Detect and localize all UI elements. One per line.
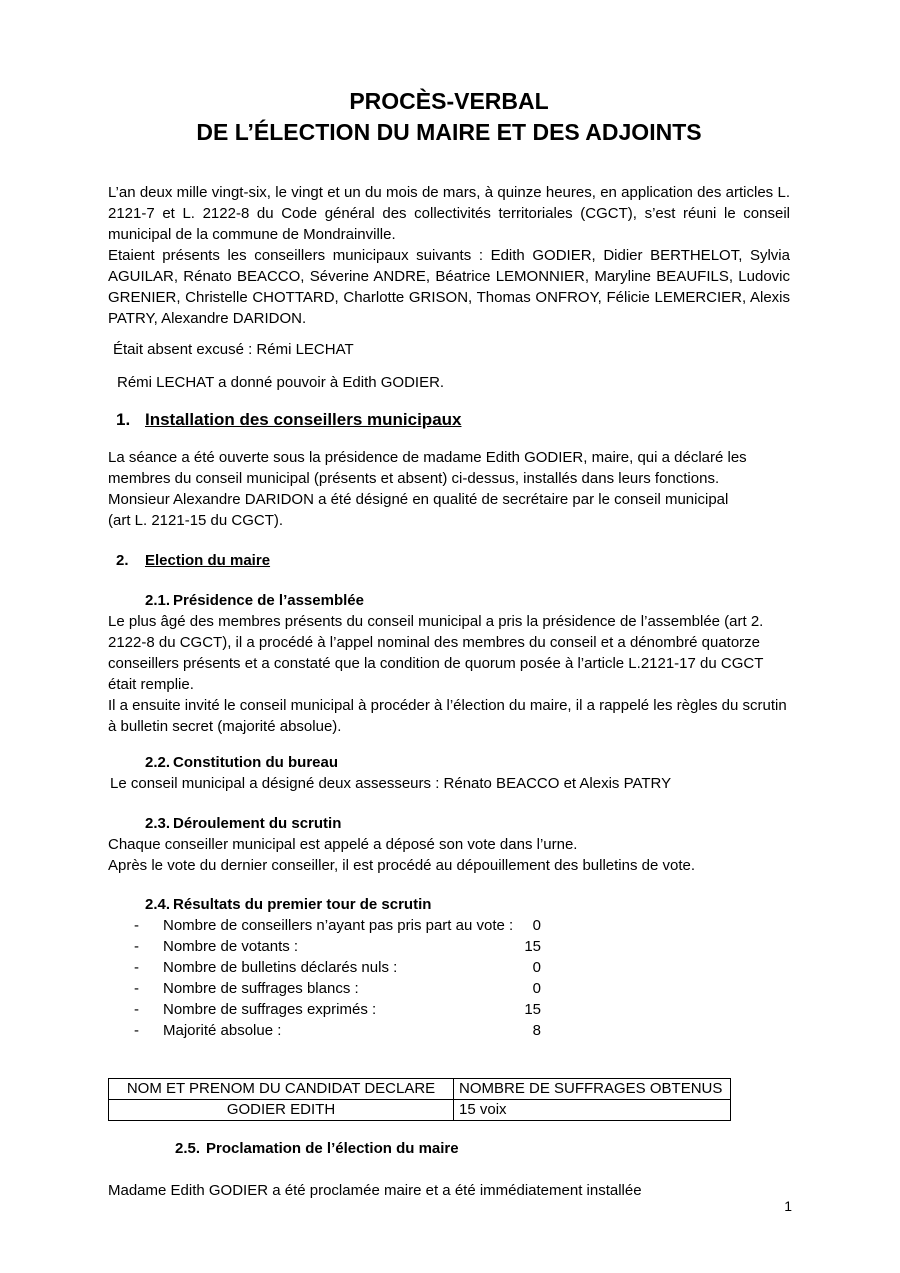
section-2-3-number: 2.3. xyxy=(145,815,171,832)
section-2-5-number: 2.5. xyxy=(175,1140,201,1157)
section-2-4-number: 2.4. xyxy=(145,896,171,913)
section-2-number: 2. xyxy=(116,552,129,569)
vote-item-value: 0 xyxy=(532,917,541,934)
dash-bullet: - xyxy=(134,980,139,997)
section-1-paragraph-3: (art L. 2121-15 du CGCT). xyxy=(108,512,284,529)
table-cell-candidate: GODIER EDITH xyxy=(109,1100,454,1121)
vote-result-item xyxy=(108,999,541,1020)
title-line-2: DE L’ÉLECTION DU MAIRE ET DES ADJOINTS xyxy=(196,119,702,145)
vote-item-value: 15 xyxy=(524,938,541,955)
vote-result-item xyxy=(108,915,541,936)
page-number: 1 xyxy=(784,1198,792,1214)
dash-bullet: - xyxy=(134,917,139,934)
section-2-2-number: 2.2. xyxy=(145,754,171,771)
section-2-1-paragraph-1: Le plus âgé des membres présents du conseil municipal a pris la présidence de l’assemblée (art 2. 2122-8 du CGCT), il a procédé à l’appel nominal des membres du conseil et a dénombré quatorze conseillers présents et a constaté que la condition de quorum posée à l’article L.2121-17 du CGCT était remplie. xyxy=(108,613,764,693)
vote-item-value: 15 xyxy=(524,1001,541,1018)
section-2-3-title: Déroulement du scrutin xyxy=(173,815,342,832)
section-1-paragraph-2: Monsieur Alexandre DARIDON a été désigné en qualité de secrétaire par le conseil municipal xyxy=(108,491,729,508)
vote-item-label: Majorité absolue : xyxy=(163,1022,282,1039)
section-2-2-heading xyxy=(108,752,790,773)
vote-result-item xyxy=(108,936,541,957)
vote-item-value: 8 xyxy=(532,1022,541,1039)
intro-paragraph-session: L’an deux mille vingt-six, le vingt et un du mois de mars, à quinze heures, en application des articles L. 2121-7 et L. 2122-8 du Code général des collectivités territoriales (CGCT), s’est réuni le conseil municipal de la commune de Mondrainville. xyxy=(108,184,790,243)
section-2-heading xyxy=(108,550,790,571)
dash-bullet: - xyxy=(134,959,139,976)
document-title xyxy=(108,86,790,148)
dash-bullet: - xyxy=(134,938,139,955)
title-line-1: PROCÈS-VERBAL xyxy=(349,88,549,114)
section-2-4-heading xyxy=(108,894,790,915)
section-2-1-heading xyxy=(108,590,790,611)
section-2-title: Election du maire xyxy=(145,552,271,569)
vote-item-label: Nombre de bulletins déclarés nuls : xyxy=(163,959,398,976)
section-1-number: 1. xyxy=(116,410,131,429)
absent-line: Était absent excusé : Rémi LECHAT xyxy=(113,341,354,358)
section-2-5-heading xyxy=(108,1138,790,1159)
section-2-3-paragraph-2: Après le vote du dernier conseiller, il est procédé au dépouillement des bulletins de vote. xyxy=(108,857,696,874)
section-1-paragraph-1: La séance a été ouverte sous la présidence de madame Edith GODIER, maire, qui a déclaré les membres du conseil municipal (présents et absent) ci-dessus, installés dans leurs fonctions. xyxy=(108,449,747,487)
table-header-votes: NOMBRE DE SUFFRAGES OBTENUS xyxy=(454,1079,731,1100)
vote-result-item xyxy=(108,978,541,999)
vote-item-label: Nombre de suffrages exprimés : xyxy=(163,1001,377,1018)
vote-item-value: 0 xyxy=(532,980,541,997)
vote-result-item xyxy=(108,957,541,978)
vote-results-list xyxy=(108,915,790,1041)
proxy-line: Rémi LECHAT a donné pouvoir à Edith GODIER. xyxy=(117,374,445,391)
section-2-1-paragraph-2: Il a ensuite invité le conseil municipal à procéder à l’élection du maire, il a rappelé les règles du scrutin à bulletin secret (majorité absolue). xyxy=(108,697,787,735)
dash-bullet: - xyxy=(134,1001,139,1018)
intro-paragraph-present: Etaient présents les conseillers municipaux suivants : Edith GODIER, Didier BERTHELOT, Sylvia AGUILAR, Rénato BEACCO, Séverine ANDRE, Béatrice LEMONNIER, Maryline BEAUFILS, Ludovic GRENIER, Christelle CHOTTARD, Charlotte GRISON, Thomas ONFROY, Félicie LEMERCIER, Alexis PATRY, Alexandre DARIDON. xyxy=(108,247,790,327)
section-2-3-heading xyxy=(108,813,790,834)
section-2-5-title: Proclamation de l’élection du maire xyxy=(206,1140,459,1157)
section-2-4-title: Résultats du premier tour de scrutin xyxy=(173,896,432,913)
vote-item-value: 0 xyxy=(532,959,541,976)
closing-paragraph: Madame Edith GODIER a été proclamée maire et a été immédiatement installée xyxy=(108,1182,642,1199)
section-2-1-number: 2.1. xyxy=(145,592,171,609)
table-header-row xyxy=(109,1079,731,1100)
vote-result-item xyxy=(108,1020,541,1041)
table-row xyxy=(109,1100,731,1121)
table-cell-votes: 15 voix xyxy=(454,1100,731,1121)
section-1-title: Installation des conseillers municipaux xyxy=(145,410,462,429)
section-2-3-paragraph-1: Chaque conseiller municipal est appelé a déposé son vote dans l’urne. xyxy=(108,836,578,853)
results-table xyxy=(108,1078,731,1121)
section-2-2-paragraph-1: Le conseil municipal a désigné deux assesseurs : Rénato BEACCO et Alexis PATRY xyxy=(110,775,672,792)
dash-bullet: - xyxy=(134,1022,139,1039)
vote-item-label: Nombre de conseillers n’ayant pas pris part au vote : xyxy=(163,917,514,934)
section-2-1-title: Présidence de l’assemblée xyxy=(173,592,364,609)
section-2-2-title: Constitution du bureau xyxy=(173,754,339,771)
vote-item-label: Nombre de votants : xyxy=(163,938,299,955)
table-header-candidate: NOM ET PRENOM DU CANDIDAT DECLARE xyxy=(109,1079,454,1100)
section-1-heading xyxy=(108,408,790,432)
vote-item-label: Nombre de suffrages blancs : xyxy=(163,980,359,997)
